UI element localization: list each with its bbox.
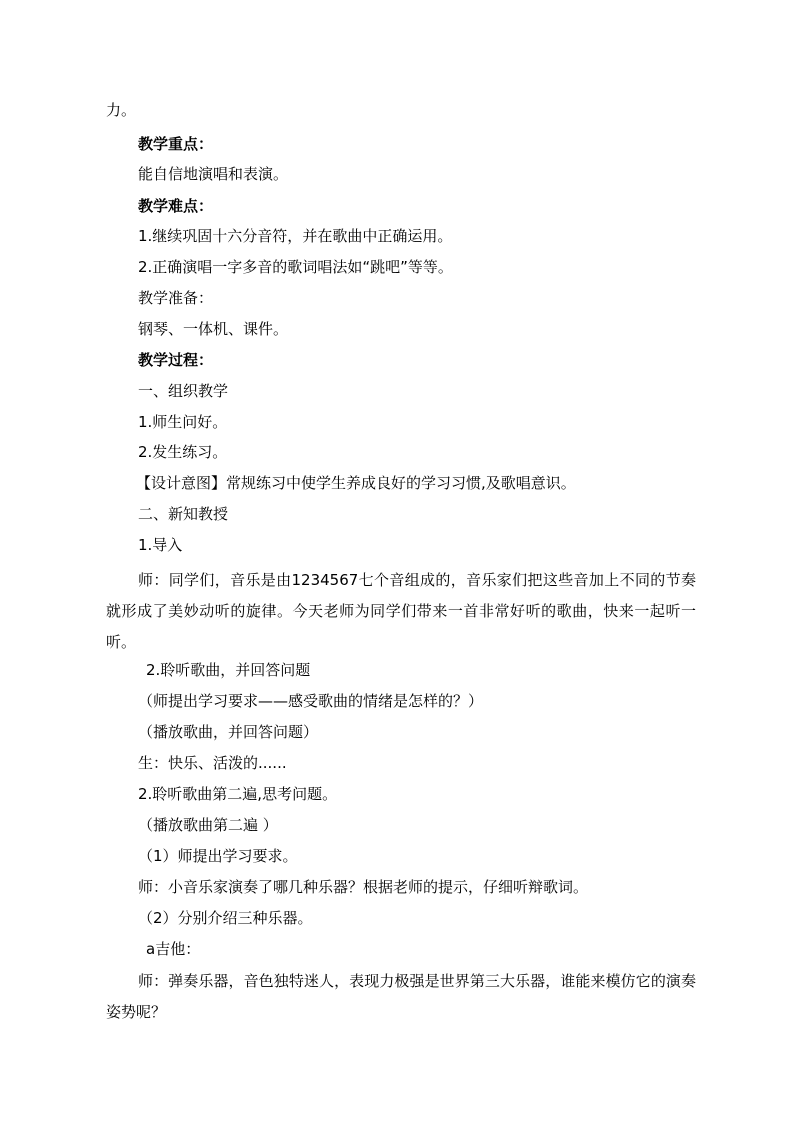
list-item-introduction: 1.导入: [138, 536, 183, 554]
paragraph-teacher-intro: 师：同学们，音乐是由1234567七个音组成的，音乐家们把这些音加上不同的节奏就形成了美妙动听的旋律。今天老师为同学们带来一首非常好听的歌曲，快来一起听一听。: [106, 571, 696, 651]
paragraph-preparation-content: 钢琴、一体机、课件。: [138, 320, 289, 338]
paragraph-guitar-description: 师：弹奏乐器，音色独特迷人，表现力极强是世界第三大乐器，谁能来模仿它的演奏姿势呢？: [106, 972, 696, 1021]
heading-teaching-process: 教学过程：: [138, 351, 214, 369]
design-intent-note: 【设计意图】常规练习中使学生养成良好的学习习惯,及歌唱意识。: [136, 474, 576, 492]
paragraph-teacher-question: 师：小音乐家演奏了哪几种乐器？根据老师的提示，仔细听辩歌词。: [138, 878, 589, 896]
list-item-difficulty-1: 1.继续巩固十六分音符，并在歌曲中正确运用。: [138, 227, 453, 245]
list-item-listen-song: 2.聆听歌曲，并回答问题: [146, 661, 311, 679]
paragraph-student-answer: 生：快乐、活泼的......: [138, 754, 287, 772]
paragraph-play-song: （播放歌曲，并回答问题）: [138, 723, 319, 741]
list-item-vocal-practice: 2.发生练习。: [138, 443, 228, 461]
paragraph-continuation: 力。: [106, 101, 137, 119]
heading-teaching-difficulty: 教学难点：: [138, 197, 214, 215]
paragraph-learning-requirement: （师提出学习要求——感受歌曲的情绪是怎样的？）: [138, 692, 484, 710]
list-item-instruments: （2）分别介绍三种乐器。: [138, 909, 313, 927]
paragraph-play-second: （播放歌曲第二遍 ）: [138, 816, 278, 834]
list-item-greeting: 1.师生问好。: [138, 413, 228, 431]
paragraph-focus-content: 能自信地演唱和表演。: [138, 165, 289, 183]
list-item-guitar: a吉他：: [146, 940, 201, 958]
list-item-requirement-1: （1）师提出学习要求。: [138, 847, 298, 865]
section-heading-new-knowledge: 二、新知教授: [138, 505, 229, 523]
section-heading-organize: 一、组织教学: [138, 382, 229, 400]
heading-teaching-preparation: 教学准备：: [138, 289, 214, 307]
list-item-difficulty-2: 2.正确演唱一字多音的歌词唱法如“跳吧”等等。: [138, 258, 453, 276]
heading-teaching-focus: 教学重点：: [138, 135, 214, 153]
list-item-listen-again: 2.聆听歌曲第二遍,思考问题。: [138, 785, 338, 803]
